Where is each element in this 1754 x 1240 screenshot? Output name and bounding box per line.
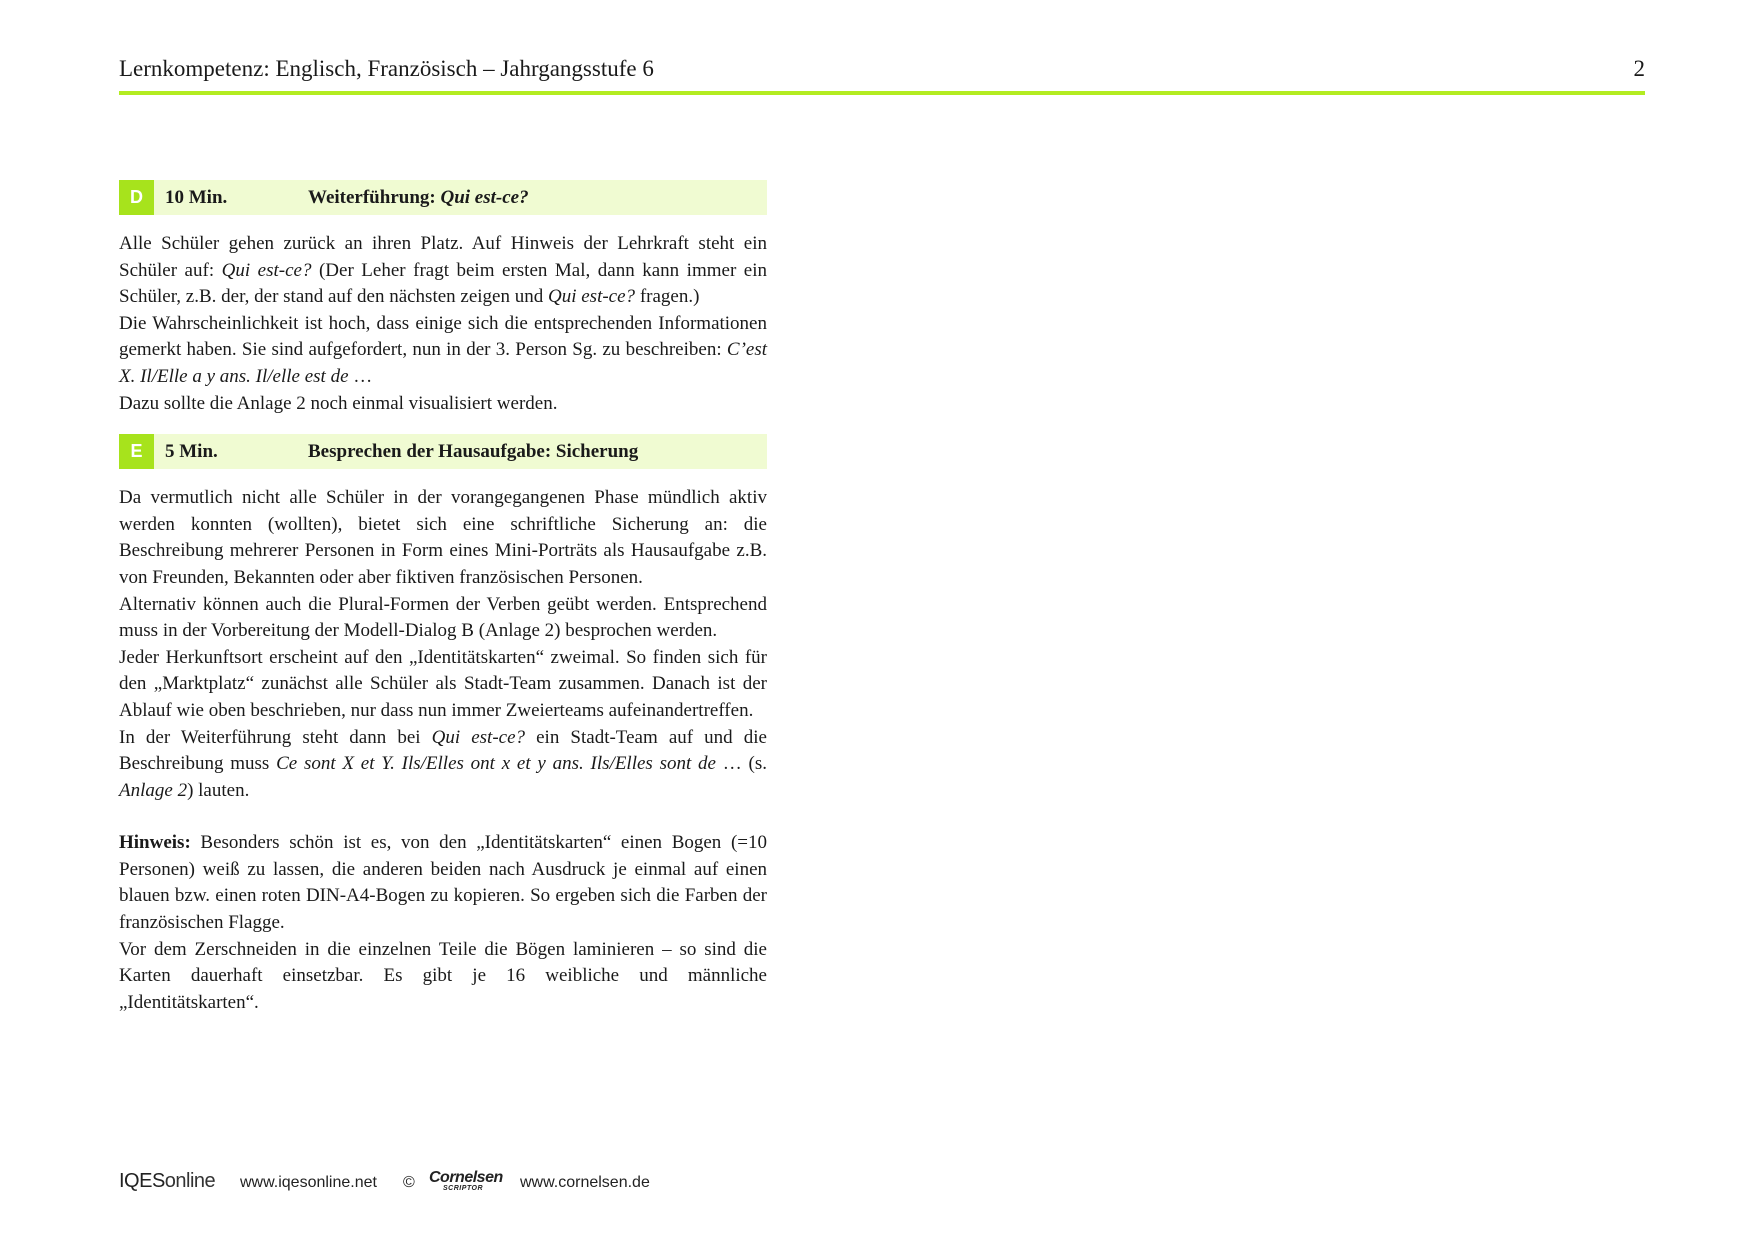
iqes-url: www.iqesonline.net (240, 1174, 377, 1191)
iqes-logo (119, 1170, 215, 1193)
paragraph (119, 725, 767, 805)
page-footer (119, 1170, 819, 1196)
paragraph (119, 592, 767, 645)
section-d-title-prefix: Weiterführung: (308, 187, 441, 208)
section-e-letter: E (119, 434, 154, 469)
section-e-bar (119, 434, 767, 469)
iqes-logo-bold: IQES (119, 1170, 165, 1192)
text-run: Dazu sollte die Anlage 2 noch einmal visualisiert werden. (119, 392, 558, 414)
paragraph (119, 937, 767, 1017)
bold-text: Hinweis: (119, 832, 191, 854)
text-run: … (348, 365, 373, 387)
cornelsen-logo (429, 1170, 513, 1196)
section-d-title (308, 180, 529, 215)
text-run: Jeder Herkunftsort erscheint auf den „Identitätskarten“ zweimal. So finden sich für den „Marktplatz“ zunächst alle Schüler als Stadt-Team zusammen. Danach ist der Ablauf wie oben beschrieben, nur dass nun immer Zweierteams aufeinandertreffen. (119, 646, 767, 721)
text-run: ein Stadt-Team auf und die Beschreibung muss (119, 726, 767, 775)
text-run: Besonders schön ist es, von den „Identitätskarten“ einen Bogen (=10 Personen) weiß zu lassen, die anderen beiden nach Ausdruck je einmal auf einen blauen bzw. einen roten DIN-A4-Bogen zu kopieren. So ergeben sich die Farben der französischen Flagge. (119, 832, 767, 934)
paragraph (119, 485, 767, 591)
text-run: Vor dem Zerschneiden in die einzelnen Teile die Bögen laminieren – so sind die Karten dauerhaft einsetzbar. Es gibt je 16 weibliche und männliche „Identitätskarten“. (119, 938, 767, 1013)
hint-body (119, 830, 767, 1016)
italic-text: Qui est-ce? (548, 286, 636, 308)
document-title: Lernkompetenz: Englisch, Französisch – Jahrgangsstufe 6 (119, 56, 654, 81)
page-number: 2 (1633, 56, 1645, 81)
text-run: Da vermutlich nicht alle Schüler in der vorangegangenen Phase mündlich aktiv werden konnten (wollten), bietet sich eine schriftliche Sicherung an: die Beschreibung mehrerer Personen in Form eines Mini-Porträts als Hausaufgabe z.B. von Freunden, Bekannten oder aber fiktiven französischen Personen. (119, 487, 767, 588)
paragraph (119, 311, 767, 391)
italic-text: C’est X. Il/Elle a y ans. Il/elle est de (119, 339, 767, 387)
page-header (119, 56, 1645, 88)
paragraph (119, 231, 767, 311)
section-d-title-italic: Qui est-ce? (440, 187, 529, 208)
iqes-logo-thin: online (164, 1170, 216, 1192)
italic-text: Qui est-ce? (221, 259, 312, 281)
paragraph (119, 645, 767, 725)
section-e-title: Besprechen der Hausaufgabe: Sicherung (308, 441, 639, 463)
scriptor-logo-text: SCRIPTOR (443, 1185, 484, 1192)
cornelsen-url: www.cornelsen.de (520, 1174, 650, 1191)
italic-text: Qui est-ce? (431, 726, 526, 748)
text-run: Alternativ können auch die Plural-Formen der Verben geübt werden. Entsprechend muss in der Vorbereitung der Modell-Dialog B (Anlage 2) besprochen werden. (119, 593, 767, 642)
section-d-duration: 10 Min. (165, 187, 228, 208)
cornelsen-logo-text: Cornelsen (429, 1169, 503, 1186)
text-run: Alle Schüler gehen zurück an ihren Platz. Auf Hinweis der Lehrkraft steht ein Schüler auf: (119, 233, 767, 281)
text-run: In der Weiterführung steht dann bei (119, 726, 432, 748)
text-run: … (s. (715, 753, 767, 775)
section-d-letter: D (119, 180, 154, 215)
text-run: ) lauten. (187, 779, 250, 801)
header-divider (119, 91, 1645, 95)
main-column (119, 180, 767, 1016)
italic-text: Anlage 2 (119, 779, 188, 801)
section-d-body (119, 231, 767, 417)
paragraph (119, 391, 767, 418)
section-d-bar (119, 180, 767, 215)
paragraph (119, 830, 767, 936)
italic-text: Ce sont X et Y. Ils/Elles ont x et y ans. Ils/Elles sont de (276, 753, 716, 775)
copyright-symbol: © (403, 1174, 415, 1191)
text-run: (Der Leher fragt beim ersten Mal, dann kann immer ein Schüler, z.B. der, der stand auf den nächsten zeigen und (119, 259, 767, 308)
text-run: fragen.) (635, 286, 700, 308)
section-e-body (119, 485, 767, 804)
text-run: Die Wahrscheinlichkeit ist hoch, dass einige sich die entsprechenden Informationen gemerkt haben. Sie sind aufgefordert, nun in der 3. Person Sg. zu beschreiben: (119, 312, 767, 361)
section-e-duration: 5 Min. (165, 441, 218, 463)
